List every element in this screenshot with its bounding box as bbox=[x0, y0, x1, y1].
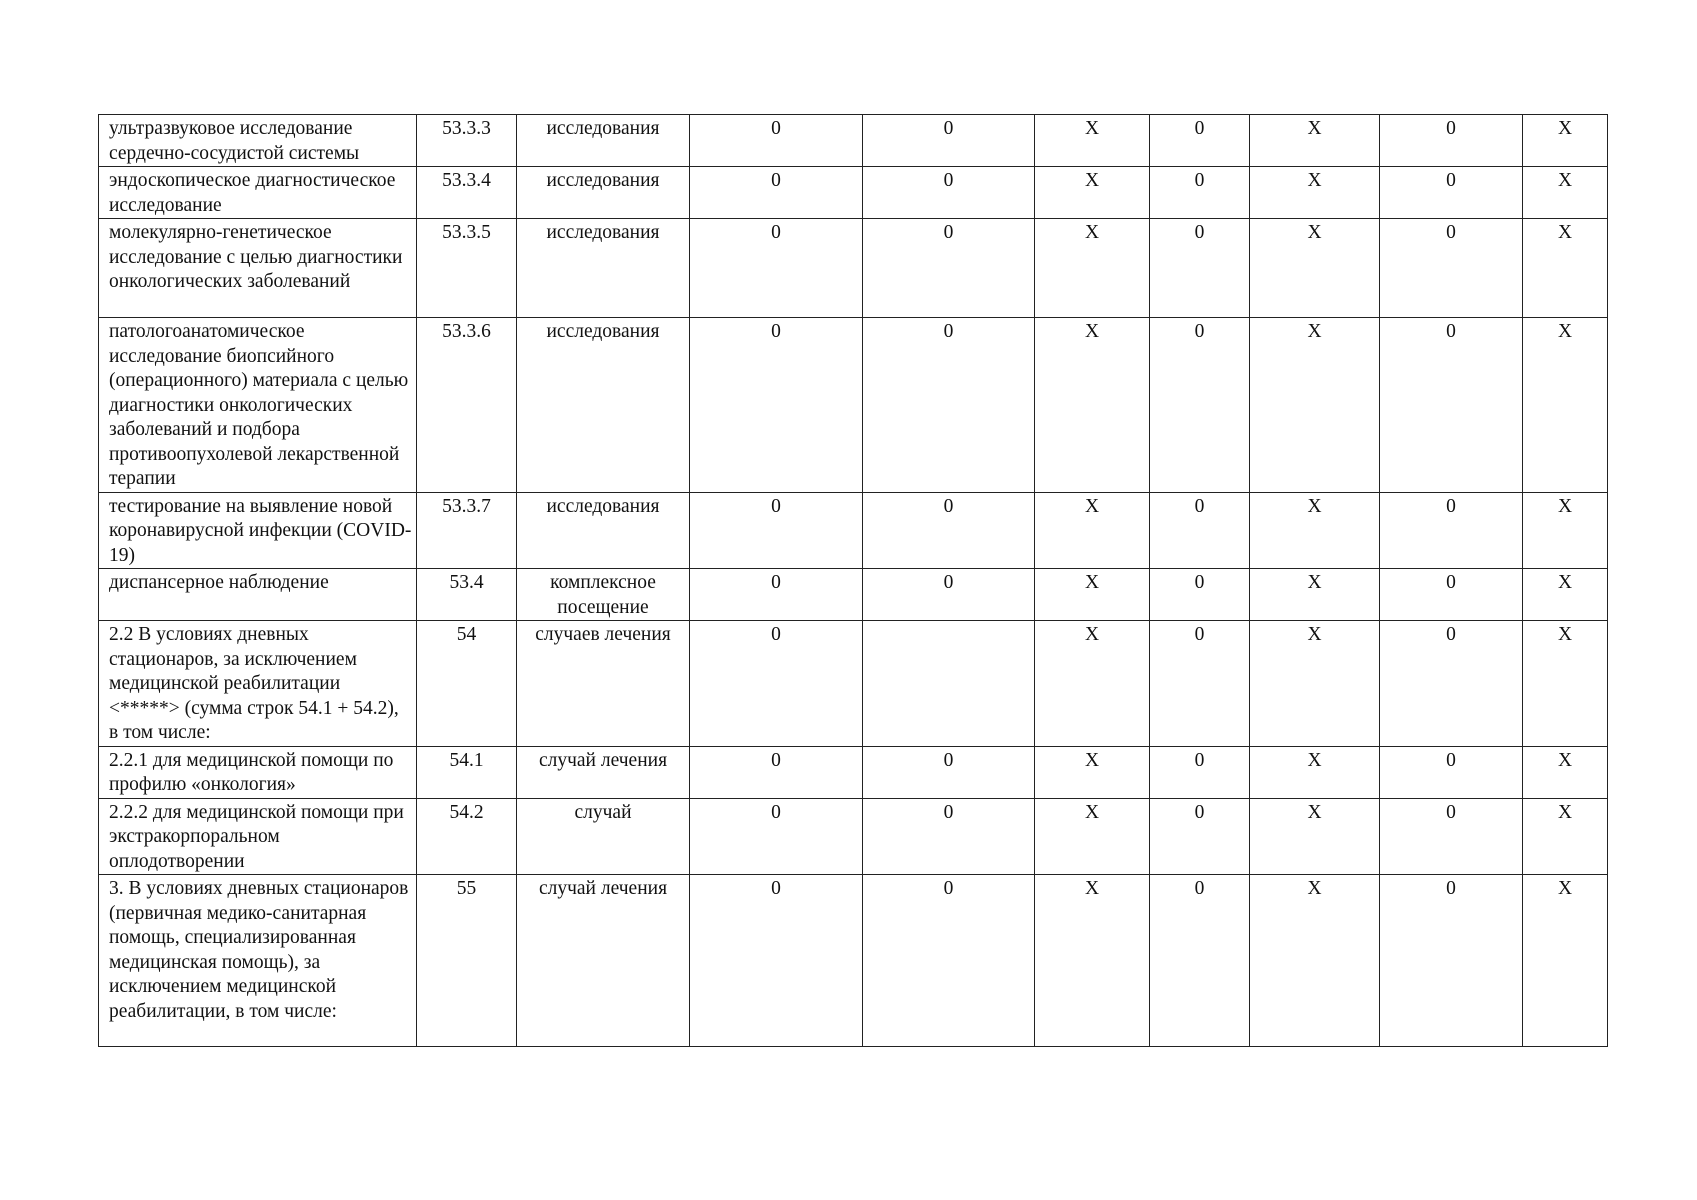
row-value-cell: 0 bbox=[1150, 746, 1250, 798]
row-name-cell: ультразвуковое исследование сердечно-сосудистой системы bbox=[99, 115, 417, 167]
row-value-cell: 0 bbox=[690, 621, 863, 747]
row-value-cell: X bbox=[1035, 798, 1150, 875]
row-value-cell: 0 bbox=[1380, 875, 1523, 1047]
row-value-cell: X bbox=[1250, 798, 1380, 875]
row-value-cell: 0 bbox=[690, 115, 863, 167]
table-row bbox=[99, 167, 1608, 219]
row-value-cell: X bbox=[1250, 746, 1380, 798]
table-row bbox=[99, 875, 1608, 1047]
row-code-cell: 55 bbox=[417, 875, 517, 1047]
row-value-cell: X bbox=[1035, 746, 1150, 798]
row-unit-cell: комплексное посещение bbox=[517, 569, 690, 621]
row-code-cell: 54.2 bbox=[417, 798, 517, 875]
row-value-cell: 0 bbox=[690, 219, 863, 318]
row-value-cell: 0 bbox=[863, 798, 1035, 875]
row-value-cell: 0 bbox=[1380, 798, 1523, 875]
row-value-cell: 0 bbox=[1150, 875, 1250, 1047]
row-value-cell: X bbox=[1250, 875, 1380, 1047]
row-value-cell: 0 bbox=[690, 875, 863, 1047]
row-unit-cell: исследования bbox=[517, 318, 690, 493]
table-row bbox=[99, 219, 1608, 318]
row-value-cell: 0 bbox=[1150, 318, 1250, 493]
row-name-cell: диспансерное наблюдение bbox=[99, 569, 417, 621]
row-value-cell: X bbox=[1250, 621, 1380, 747]
row-code-cell: 54.1 bbox=[417, 746, 517, 798]
row-value-cell: X bbox=[1035, 115, 1150, 167]
row-value-cell: X bbox=[1250, 569, 1380, 621]
row-name-cell: молекулярно-генетическое исследование с целью диагностики онкологических заболеваний bbox=[99, 219, 417, 318]
row-value-cell: X bbox=[1250, 318, 1380, 493]
table-row bbox=[99, 798, 1608, 875]
table-row bbox=[99, 569, 1608, 621]
row-value-cell: X bbox=[1035, 875, 1150, 1047]
row-value-cell: X bbox=[1523, 167, 1608, 219]
row-value-cell: 0 bbox=[690, 492, 863, 569]
row-code-cell: 53.4 bbox=[417, 569, 517, 621]
table-row bbox=[99, 318, 1608, 493]
row-value-cell: 0 bbox=[690, 746, 863, 798]
row-name-cell: тестирование на выявление новой коронавирусной инфекции (COVID-19) bbox=[99, 492, 417, 569]
row-value-cell: 0 bbox=[863, 875, 1035, 1047]
row-value-cell: X bbox=[1523, 492, 1608, 569]
row-value-cell: 0 bbox=[863, 318, 1035, 493]
row-value-cell: X bbox=[1250, 492, 1380, 569]
row-code-cell: 53.3.3 bbox=[417, 115, 517, 167]
row-value-cell: 0 bbox=[1150, 621, 1250, 747]
table-row bbox=[99, 492, 1608, 569]
table-row bbox=[99, 115, 1608, 167]
row-value-cell: 0 bbox=[1380, 219, 1523, 318]
row-value-cell: X bbox=[1035, 318, 1150, 493]
row-name-cell: патологоанатомическое исследование биопсийного (операционного) материала с целью диагностики онкологических заболеваний и подбора противоопухолевой лекарственной терапии bbox=[99, 318, 417, 493]
row-value-cell: 0 bbox=[863, 569, 1035, 621]
row-value-cell: 0 bbox=[863, 492, 1035, 569]
row-value-cell bbox=[863, 621, 1035, 747]
row-value-cell: X bbox=[1035, 219, 1150, 318]
row-name-cell: 2.2.1 для медицинской помощи по профилю «онкология» bbox=[99, 746, 417, 798]
row-value-cell: X bbox=[1250, 167, 1380, 219]
row-value-cell: 0 bbox=[690, 167, 863, 219]
row-unit-cell: исследования bbox=[517, 167, 690, 219]
row-value-cell: X bbox=[1250, 115, 1380, 167]
row-unit-cell: случаев лечения bbox=[517, 621, 690, 747]
row-code-cell: 53.3.7 bbox=[417, 492, 517, 569]
row-code-cell: 53.3.6 bbox=[417, 318, 517, 493]
row-value-cell: X bbox=[1523, 621, 1608, 747]
row-value-cell: X bbox=[1523, 115, 1608, 167]
row-unit-cell: случай лечения bbox=[517, 746, 690, 798]
row-name-cell: эндоскопическое диагностическое исследование bbox=[99, 167, 417, 219]
row-unit-cell: случай bbox=[517, 798, 690, 875]
row-name-cell: 3. В условиях дневных стационаров (первичная медико-санитарная помощь, специализированная медицинская помощь), за исключением медицинской реабилитации, в том числе: bbox=[99, 875, 417, 1047]
row-value-cell: 0 bbox=[863, 219, 1035, 318]
row-value-cell: 0 bbox=[1380, 318, 1523, 493]
row-value-cell: X bbox=[1523, 746, 1608, 798]
row-value-cell: X bbox=[1250, 219, 1380, 318]
row-unit-cell: случай лечения bbox=[517, 875, 690, 1047]
row-value-cell: 0 bbox=[1380, 167, 1523, 219]
row-name-cell: 2.2.2 для медицинской помощи при экстракорпоральном оплодотворении bbox=[99, 798, 417, 875]
row-unit-cell: исследования bbox=[517, 219, 690, 318]
row-value-cell: X bbox=[1035, 167, 1150, 219]
row-value-cell: X bbox=[1523, 569, 1608, 621]
row-unit-cell: исследования bbox=[517, 492, 690, 569]
row-value-cell: 0 bbox=[690, 318, 863, 493]
row-value-cell: X bbox=[1523, 219, 1608, 318]
row-value-cell: 0 bbox=[1380, 621, 1523, 747]
table-row bbox=[99, 746, 1608, 798]
row-value-cell: 0 bbox=[1150, 219, 1250, 318]
row-code-cell: 54 bbox=[417, 621, 517, 747]
row-value-cell: 0 bbox=[1150, 167, 1250, 219]
row-value-cell: 0 bbox=[863, 746, 1035, 798]
row-value-cell: 0 bbox=[863, 167, 1035, 219]
row-value-cell: X bbox=[1035, 569, 1150, 621]
row-value-cell: 0 bbox=[690, 798, 863, 875]
row-value-cell: X bbox=[1523, 875, 1608, 1047]
row-value-cell: 0 bbox=[1150, 115, 1250, 167]
row-value-cell: 0 bbox=[863, 115, 1035, 167]
row-value-cell: 0 bbox=[1380, 746, 1523, 798]
row-value-cell: 0 bbox=[1380, 492, 1523, 569]
row-value-cell: X bbox=[1523, 318, 1608, 493]
row-value-cell: 0 bbox=[1380, 569, 1523, 621]
table-body bbox=[99, 115, 1608, 1047]
table-row bbox=[99, 621, 1608, 747]
row-unit-cell: исследования bbox=[517, 115, 690, 167]
row-value-cell: 0 bbox=[1150, 492, 1250, 569]
row-name-cell: 2.2 В условиях дневных стационаров, за исключением медицинской реабилитации <*****> (сумма строк 54.1 + 54.2), в том числе: bbox=[99, 621, 417, 747]
row-value-cell: 0 bbox=[1150, 798, 1250, 875]
row-value-cell: X bbox=[1035, 621, 1150, 747]
row-value-cell: X bbox=[1523, 798, 1608, 875]
row-value-cell: X bbox=[1035, 492, 1150, 569]
row-value-cell: 0 bbox=[1380, 115, 1523, 167]
row-value-cell: 0 bbox=[1150, 569, 1250, 621]
row-value-cell: 0 bbox=[690, 569, 863, 621]
row-code-cell: 53.3.5 bbox=[417, 219, 517, 318]
row-code-cell: 53.3.4 bbox=[417, 167, 517, 219]
data-table bbox=[98, 114, 1608, 1047]
